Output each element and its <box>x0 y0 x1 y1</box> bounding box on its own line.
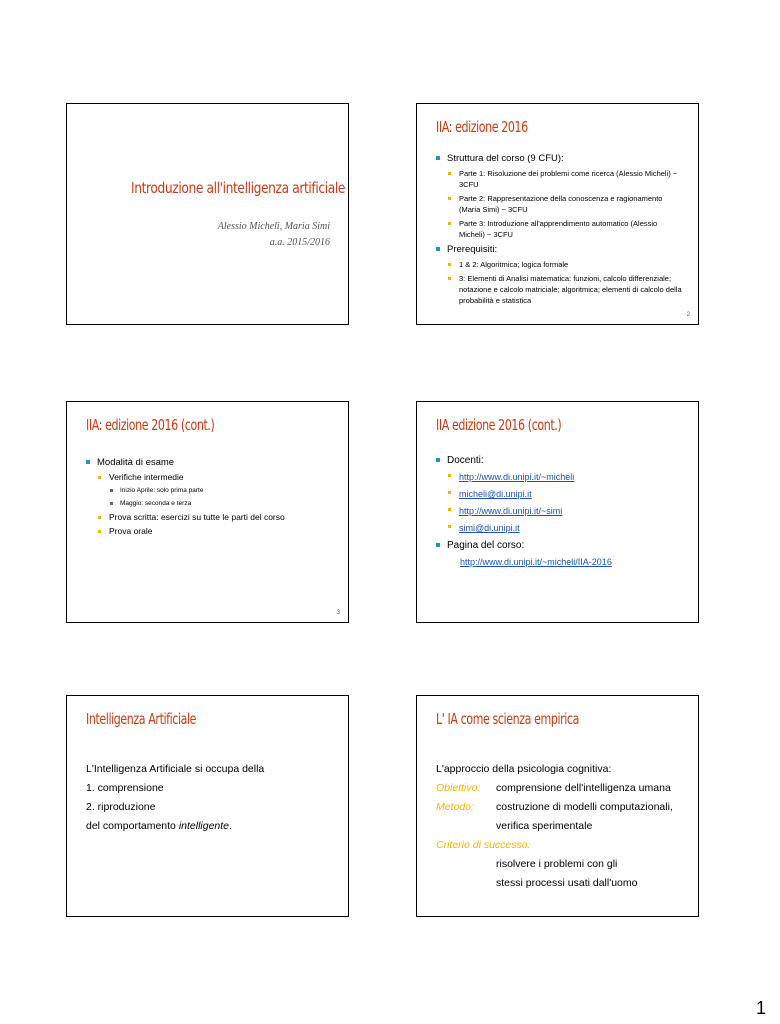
slide-body <box>86 760 334 836</box>
body-line: L'approccio della psicologia cognitiva: <box>436 763 612 775</box>
sub-bullet-continuation <box>448 521 684 535</box>
body-line: 1. comprensione <box>86 782 164 794</box>
label-method: Metodo: <box>436 801 474 813</box>
slide-title: Intelligenza Artificiale <box>86 710 197 728</box>
body-text: del comportamento <box>86 820 179 832</box>
slide-title: IIA edizione 2016 (cont.) <box>436 416 562 434</box>
body-emphasis: intelligente <box>178 820 230 832</box>
sub-bullet-item: Parte 2: Rappresentazione della conoscenza e ragionamento (Maria Simi) ~ 3CFU <box>448 193 684 215</box>
page-number: 1 <box>755 998 766 1018</box>
authors-names: Alessio Micheli, Maria Simi <box>217 221 330 232</box>
value-method-cont: verifica sperimentale <box>496 820 593 832</box>
sub-bullet-item: 3: Elementi di Analisi matematica: funzioni, calcolo differenziale; notazione e calcolo matriciale; algoritmica; elementi di calcolo della probabilità e statistica <box>448 273 684 306</box>
body-line <box>86 817 334 836</box>
bullet-item: Pagina del corso: <box>436 539 684 552</box>
body-row <box>436 798 684 817</box>
bullet-item: Modalità di esame <box>86 456 334 469</box>
sub-bullet-item: Parte 3: Introduzione all'apprendimento automatico (Alessio Micheli) ~ 3CFU <box>448 218 684 240</box>
value-criterion-cont: stessi processi usati dall'uomo <box>496 877 638 889</box>
slide-6 <box>416 695 699 917</box>
body-text: . <box>229 820 232 832</box>
slide-bullets <box>436 152 684 309</box>
sub-bullet-item: Prova orale <box>98 526 334 537</box>
slide-1 <box>66 103 349 325</box>
slide-title: Introduzione all'intelligenza artificiale <box>131 179 345 197</box>
slide-page-number: 3 <box>336 610 340 616</box>
subsub-bullet-item: Maggio: seconda e terza <box>110 499 334 509</box>
value-method: costruzione di modelli computazionali, <box>496 801 673 813</box>
link-simi[interactable]: http://www.di.unipi.it/~simi <box>459 506 563 516</box>
slide-title: IIA: edizione 2016 <box>436 118 528 136</box>
body-line: 2. riproduzione <box>86 801 156 813</box>
body-row <box>436 779 684 798</box>
link-course-page[interactable]: http://www.di.unipi.it/~micheli/IIA-2016 <box>460 557 612 567</box>
sub-bullet-item <box>448 504 684 518</box>
slide-title: IIA: edizione 2016 (cont.) <box>86 416 215 434</box>
label-objective: Obiettivo: <box>436 782 481 794</box>
slide-page-number: 2 <box>686 312 690 318</box>
link-micheli[interactable]: http://www.di.unipi.it/~micheli <box>459 472 575 482</box>
sub-bullet-item: 1 & 2: Algoritmica; logica formale <box>448 259 684 270</box>
sub-bullet-item: Prova scritta: esercizi su tutte le parti del corso <box>98 512 334 523</box>
academic-year: a.a. 2015/2016 <box>269 237 330 248</box>
slide-3 <box>66 401 349 623</box>
course-page-item <box>460 555 684 569</box>
value-criterion: risolvere i problemi con gli <box>496 858 618 870</box>
email-simi[interactable]: simi@di.unipi.it <box>459 523 520 533</box>
sub-bullet-continuation <box>448 487 684 501</box>
slide-body <box>436 760 684 893</box>
body-line: L'Intelligenza Artificiale si occupa della <box>86 763 265 775</box>
slide-5 <box>66 695 349 917</box>
bullet-item: Docenti: <box>436 454 684 467</box>
subsub-bullet-item: Inizio Aprile: solo prima parte <box>110 486 334 496</box>
bullet-item: Struttura del corso (9 CFU): <box>436 152 684 165</box>
slide-bullets <box>436 454 684 569</box>
slide-2 <box>416 103 699 325</box>
slide-title: L' IA come scienza empirica <box>436 710 579 728</box>
slide-4 <box>416 401 699 623</box>
slide-authors <box>218 219 330 251</box>
sub-bullet-item <box>448 470 684 484</box>
email-micheli[interactable]: micheli@di.unipi.it <box>459 489 532 499</box>
sub-bullet-item: Verifiche intermedie <box>98 472 334 483</box>
value-objective: comprensione dell'intelligenza umana <box>496 782 671 794</box>
label-criterion: Criterio di successo: <box>436 839 531 851</box>
sub-bullet-item: Parte 1: Risoluzione dei problemi come ricerca (Alessio Micheli) ~ 3CFU <box>448 168 684 190</box>
bullet-item: Prerequisiti: <box>436 243 684 256</box>
slide-bullets <box>86 456 334 540</box>
